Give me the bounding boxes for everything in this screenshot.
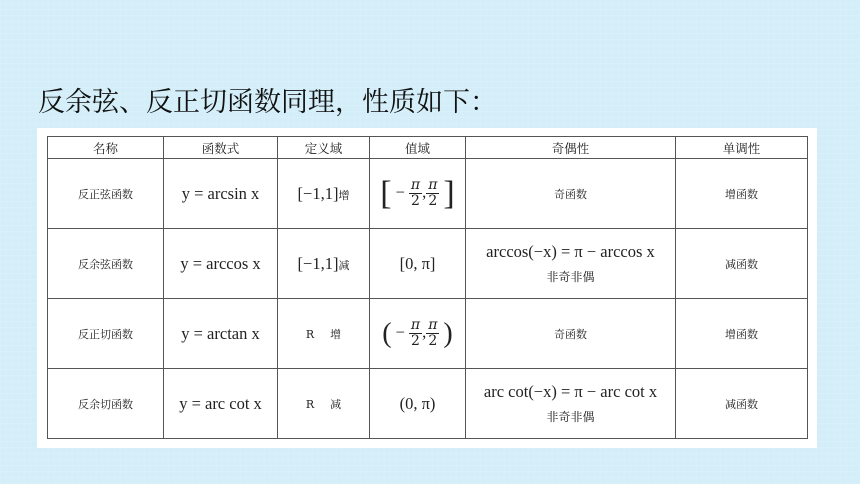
domain-value: R [305,397,315,411]
range-fraction-high [426,178,439,210]
fraction-denominator: 2 [411,333,420,349]
domain-value: [−1,1] [297,253,339,273]
header-name: 名称 [48,137,164,159]
table-row [48,369,808,439]
row-domain [278,299,370,369]
table-header-row [48,137,808,159]
row-range: (0, π) [370,369,466,439]
slide-title: 反余弦、反正切函数同理，性质如下： [38,87,497,118]
header-monotonicity: 单调性 [676,137,808,159]
range-fraction-low [409,178,422,210]
inverse-trig-properties-table [47,136,808,439]
fraction-denominator: 2 [411,193,420,209]
parity-formula: arccos(−x) = π − arccos x [486,242,655,261]
header-range: 值域 [370,137,466,159]
range-left-paren: ( [382,317,392,349]
parity-note: 非奇非偶 [546,270,595,284]
range-fraction-high [426,318,439,350]
header-domain: 定义域 [278,137,370,159]
parity-note: 非奇非偶 [546,410,595,424]
row-parity [466,369,676,439]
fraction-numerator: π [428,316,438,333]
range-fraction-low [409,318,422,350]
range-left-bracket: [ [380,174,392,212]
row-name: 反正弦函数 [48,159,164,229]
properties-table-panel [37,128,817,448]
table-row [48,159,808,229]
table-row [48,229,808,299]
row-monotonicity: 减函数 [676,369,808,439]
row-function: y = arcsin x [164,159,278,229]
row-function: y = arccos x [164,229,278,299]
fraction-denominator: 2 [428,193,438,209]
row-name: 反正切函数 [48,299,164,369]
row-name: 反余弦函数 [48,229,164,299]
row-parity: 奇函数 [466,299,676,369]
header-function: 函数式 [164,137,278,159]
domain-note: 减 [338,258,350,272]
row-name: 反余切函数 [48,369,164,439]
range-right-bracket: ] [443,174,455,212]
fraction-numerator: π [410,176,421,193]
row-range: [0, π] [370,229,466,299]
domain-note: 增 [330,327,342,341]
parity-formula: arc cot(−x) = π − arc cot x [483,382,658,401]
fraction-numerator: π [410,316,421,333]
row-function: y = arctan x [164,299,278,369]
row-domain [278,159,370,229]
row-monotonicity: 减函数 [676,229,808,299]
row-domain [278,369,370,439]
fraction-numerator: π [428,176,438,193]
row-range: [ − $\frac{\pi}{2}$ , $\frac{\pi}{2}$ ] [370,159,466,229]
row-monotonicity: 增函数 [676,299,808,369]
row-monotonicity: 增函数 [676,159,808,229]
row-domain [278,229,370,299]
domain-note: 增 [338,188,350,202]
row-function: y = arc cot x [164,369,278,439]
range-right-paren: ) [443,317,453,349]
domain-value: R [305,327,315,341]
domain-note: 减 [330,397,342,411]
header-parity: 奇偶性 [466,137,676,159]
row-parity: 奇函数 [466,159,676,229]
range-neg-sign: − [395,182,405,201]
row-parity [466,229,676,299]
row-range: ( − $\frac{\pi}{2}$ , $\frac{\pi}{2}$ ) [370,299,466,369]
table-row [48,299,808,369]
domain-value: [−1,1] [297,183,339,203]
range-neg-sign: − [395,322,405,341]
fraction-denominator: 2 [428,333,438,349]
